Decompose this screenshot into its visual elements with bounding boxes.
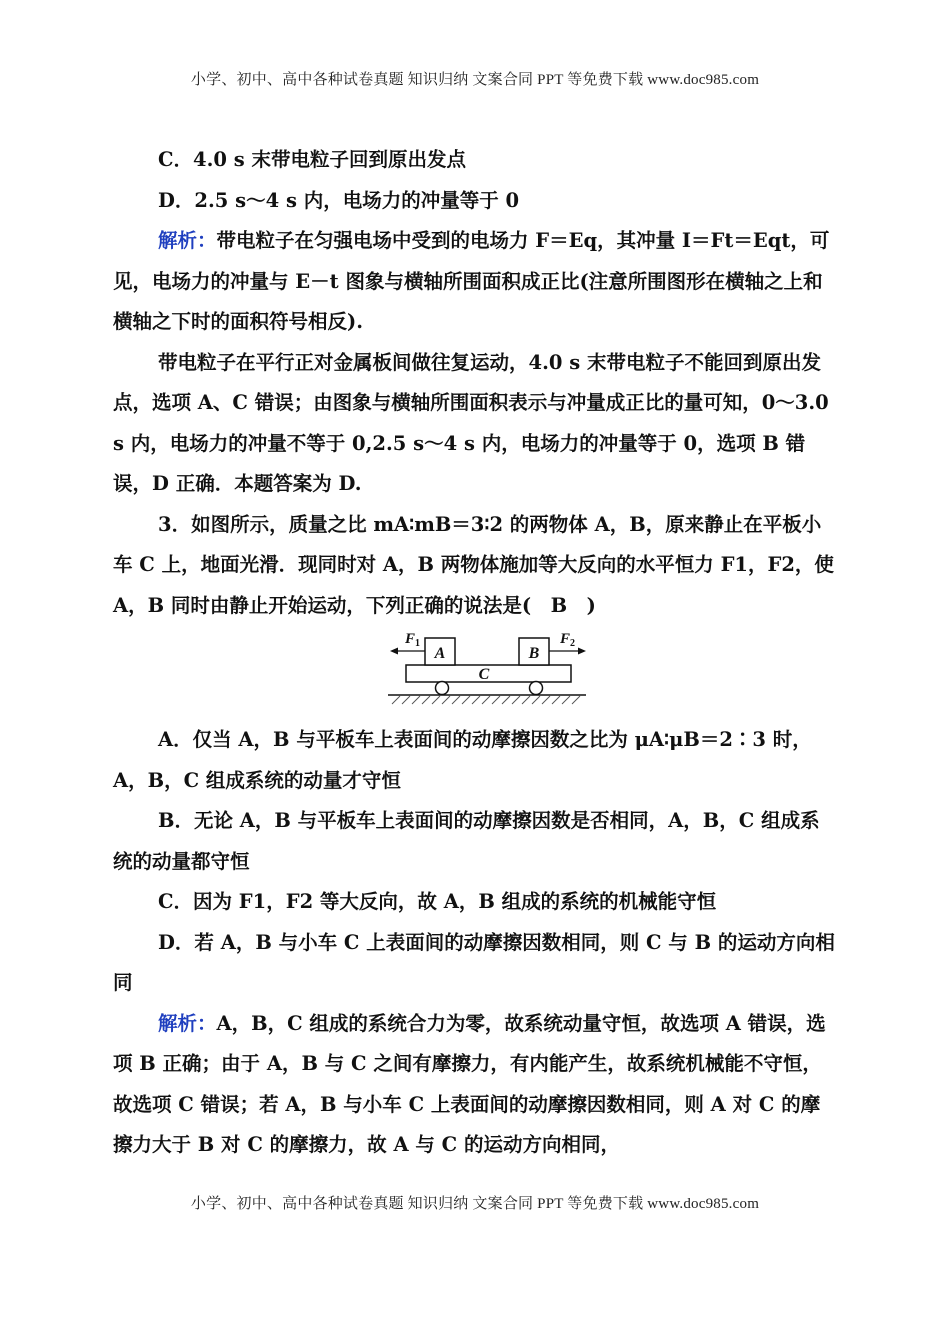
q3-analysis — [113, 1004, 838, 1166]
page-header: 小学、初中、高中各种试卷真题 知识归纳 文案合同 PPT 等免费下载 www.doc985.com — [190, 72, 760, 88]
ground-hatching — [392, 696, 580, 704]
cart-diagram — [113, 632, 838, 712]
f1-arrowhead — [390, 648, 398, 655]
page-footer: 小学、初中、高中各种试卷真题 知识归纳 文案合同 PPT 等免费下载 www.doc985.com — [190, 1196, 760, 1212]
label-f2: $F_2$ — [560, 632, 576, 649]
cart-diagram-svg — [388, 632, 588, 708]
q2-analysis-p2: 带电粒子在平行正对金属板间做往复运动，4.0 s 末带电粒子不能回到原出发点，选项 A、C 错误；由图象与横轴所围面积表示与冲量成正比的量可知，0～3.0 s 内，电场力的冲量不等于 0,2.5 s～4 s 内，电场力的冲量等于 0，选项 B 错误，D 正确．本题答案为 D. — [113, 350, 829, 495]
q2-analysis-p1 — [113, 221, 838, 343]
q3-option-b: B．无论 A，B 与平板车上表面间的动摩擦因数是否相同，A，B，C 组成系统的动量都守恒 — [113, 809, 820, 873]
q2-option-d: D．2.5 s～4 s 内，电场力的冲量等于 0 — [158, 188, 520, 212]
q2-analysis-text: 带电粒子在匀强电场中受到的电场力 F＝Eq，其冲量 I＝Ft＝Eqt，可见，电场力的冲量与 E－t 图象与横轴所围面积成正比(注意所围图形在横轴之上和横轴之下时的面积符号相反). — [113, 229, 830, 333]
q2-option-c: C．4.0 s 末带电粒子回到原出发点 — [158, 148, 467, 171]
wheel-right — [530, 682, 543, 695]
label-b: B — [528, 645, 540, 662]
wheel-left — [436, 682, 449, 695]
q3-option-a: A．仅当 A，B 与平板车上表面间的动摩擦因数之比为 μA∶μB＝2∶3 时，A，B，C 组成系统的动量才守恒 — [113, 728, 812, 792]
q3-analysis-text: A，B，C 组成的系统合力为零，故系统动量守恒，故选项 A 错误，选项 B 正确；由于 A，B 与 C 之间有摩擦力，有内能产生，故系统机械能不守恒，故选项 C 错误；若 A，B 与小车 C 上表面间的动摩擦因数相同，则 A 对 C 的摩擦力大于 B 对 C 的摩擦力，故 A 与 C 的运动方向相同， — [113, 1011, 826, 1156]
document-body — [113, 140, 838, 1166]
label-c: C — [478, 666, 490, 683]
label-a: A — [434, 645, 446, 662]
analysis-label: 解析： — [158, 1011, 217, 1035]
q3-option-d: D．若 A，B 与小车 C 上表面间的动摩擦因数相同，则 C 与 B 的运动方向相同 — [113, 930, 835, 994]
q3-stem: 3．如图所示，质量之比 mA∶mB＝3∶2 的两物体 A，B，原来静止在平板小车 C 上，地面光滑．现同时对 A，B 两物体施加等大反向的水平恒力 F1，F2，使 A，B 同时由静止开始运动，下列正确的说法是( B ) — [113, 512, 834, 617]
q3-option-c: C．因为 F1，F2 等大反向，故 A，B 组成的系统的机械能守恒 — [158, 890, 717, 913]
analysis-label: 解析： — [158, 229, 217, 252]
f2-arrowhead — [578, 648, 586, 655]
label-f1: $F_1$ — [405, 632, 421, 649]
